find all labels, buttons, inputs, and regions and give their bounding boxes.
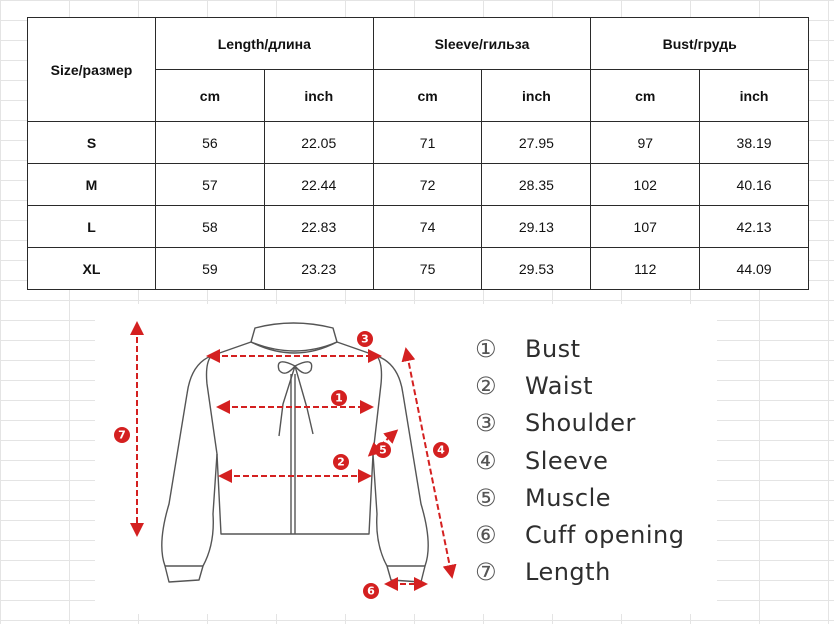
unit-header: inch — [700, 70, 809, 122]
size-cell: XL — [28, 248, 156, 290]
unit-header: inch — [482, 70, 591, 122]
table-row — [28, 206, 809, 248]
length-group-header: Length/длина — [156, 18, 374, 70]
table-cell: 71 — [373, 122, 482, 164]
legend-number: ⑦ — [475, 558, 497, 587]
table-cell: 112 — [591, 248, 700, 290]
legend-label: Muscle — [525, 483, 612, 512]
table-cell: 22.83 — [264, 206, 373, 248]
legend-label: Shoulder — [525, 409, 636, 438]
table-cell: 58 — [156, 206, 265, 248]
legend-item — [475, 479, 685, 516]
marker-7: 7 — [118, 428, 126, 442]
table-cell: 107 — [591, 206, 700, 248]
table-cell: 22.44 — [264, 164, 373, 206]
legend-number: ⑥ — [475, 521, 497, 550]
size-column-header: Size/размер — [28, 18, 156, 122]
measurement-markers — [114, 331, 449, 599]
legend-label: Bust — [525, 334, 581, 363]
marker-6: 6 — [367, 584, 375, 598]
table-cell: 59 — [156, 248, 265, 290]
size-cell: L — [28, 206, 156, 248]
measurement-legend — [475, 330, 685, 591]
table-cell: 74 — [373, 206, 482, 248]
legend-number: ④ — [475, 446, 497, 475]
table-row — [28, 248, 809, 290]
legend-number: ③ — [475, 409, 497, 438]
unit-header: cm — [591, 70, 700, 122]
marker-2: 2 — [337, 455, 345, 469]
unit-header: cm — [156, 70, 265, 122]
legend-label: Cuff opening — [525, 521, 685, 550]
marker-4: 4 — [437, 443, 445, 457]
unit-header: inch — [264, 70, 373, 122]
table-cell: 102 — [591, 164, 700, 206]
table-cell: 97 — [591, 122, 700, 164]
table-cell: 29.53 — [482, 248, 591, 290]
legend-item — [475, 554, 685, 591]
table-cell: 56 — [156, 122, 265, 164]
legend-item — [475, 516, 685, 553]
legend-item — [475, 405, 685, 442]
measurement-diagram — [95, 304, 717, 614]
legend-item — [475, 330, 685, 367]
table-cell: 38.19 — [700, 122, 809, 164]
legend-item — [475, 442, 685, 479]
legend-label: Length — [525, 558, 611, 587]
table-cell: 57 — [156, 164, 265, 206]
legend-number: ⑤ — [475, 483, 497, 512]
table-cell: 42.13 — [700, 206, 809, 248]
table-cell: 23.23 — [264, 248, 373, 290]
table-cell: 75 — [373, 248, 482, 290]
size-chart-table — [27, 17, 809, 290]
table-cell: 28.35 — [482, 164, 591, 206]
unit-header: cm — [373, 70, 482, 122]
marker-5: 5 — [379, 443, 387, 457]
table-cell: 72 — [373, 164, 482, 206]
table-cell: 22.05 — [264, 122, 373, 164]
bust-group-header: Bust/грудь — [591, 18, 809, 70]
table-cell: 27.95 — [482, 122, 591, 164]
group-header-row — [28, 18, 809, 70]
table-row — [28, 122, 809, 164]
marker-1: 1 — [335, 391, 343, 405]
legend-item — [475, 367, 685, 404]
marker-3: 3 — [361, 332, 369, 346]
size-cell: M — [28, 164, 156, 206]
sleeve-group-header: Sleeve/гильза — [373, 18, 591, 70]
legend-number: ① — [475, 334, 497, 363]
table-cell: 29.13 — [482, 206, 591, 248]
legend-number: ② — [475, 371, 497, 400]
size-cell: S — [28, 122, 156, 164]
legend-label: Sleeve — [525, 446, 609, 475]
table-row — [28, 164, 809, 206]
table-cell: 40.16 — [700, 164, 809, 206]
legend-label: Waist — [525, 371, 593, 400]
table-cell: 44.09 — [700, 248, 809, 290]
